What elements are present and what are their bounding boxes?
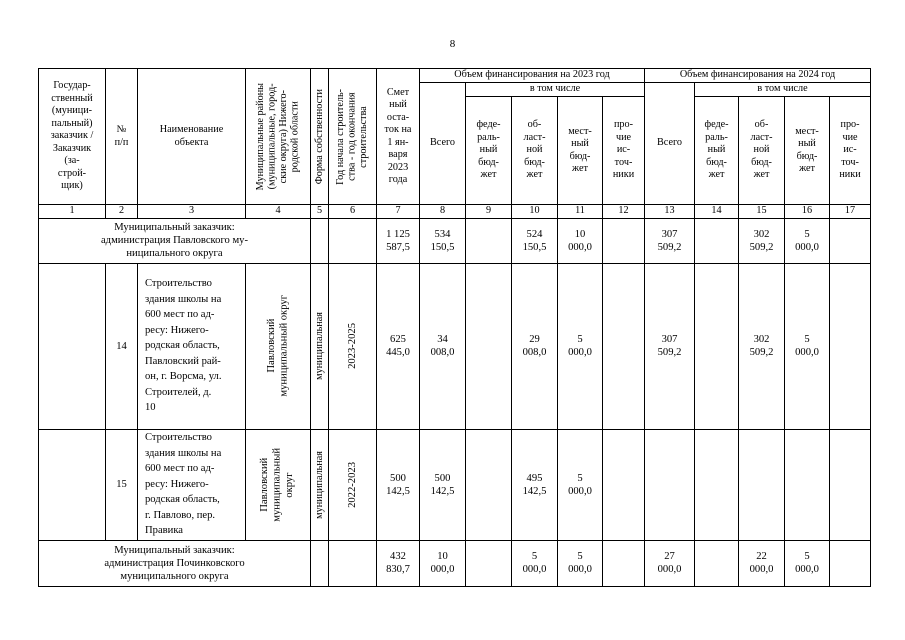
federal-2023 — [466, 263, 512, 429]
col-number: 16 — [785, 205, 830, 219]
header-other-2024: про- чие ис- точ- ники — [830, 97, 871, 205]
other-2023 — [603, 429, 645, 540]
federal-2024 — [695, 540, 739, 586]
header-num: № п/п — [106, 69, 138, 205]
object-ownership: муниципальная — [311, 429, 329, 540]
col-number: 5 — [311, 205, 329, 219]
total-2024: 307 509,2 — [645, 263, 695, 429]
federal-2024 — [695, 429, 739, 540]
header-regional-2023: об- ласт- ной бюд- жет — [512, 97, 558, 205]
other-2024 — [830, 263, 871, 429]
total-2023: 34 008,0 — [420, 263, 466, 429]
other-2024 — [830, 218, 871, 263]
investment-table — [38, 68, 871, 587]
empty-cell — [329, 540, 377, 586]
regional-2023: 524 150,5 — [512, 218, 558, 263]
col-number: 14 — [695, 205, 739, 219]
col-number: 15 — [739, 205, 785, 219]
col-number: 2 — [106, 205, 138, 219]
local-2024: 5 000,0 — [785, 263, 830, 429]
col-number: 6 — [329, 205, 377, 219]
col-number: 10 — [512, 205, 558, 219]
regional-2024: 302 509,2 — [739, 218, 785, 263]
col-number: 12 — [603, 205, 645, 219]
local-2024: 5 000,0 — [785, 218, 830, 263]
empty-cell — [39, 263, 106, 429]
header-years: Год начала строитель- ства - год окончания строительства — [329, 69, 377, 205]
federal-2024 — [695, 218, 739, 263]
object-row-14 — [39, 263, 871, 429]
total-2024: 307 509,2 — [645, 218, 695, 263]
regional-2024: 302 509,2 — [739, 263, 785, 429]
col-number: 4 — [246, 205, 311, 219]
header-local-2024: мест- ный бюд- жет — [785, 97, 830, 205]
empty-cell — [311, 540, 329, 586]
total-2023: 500 142,5 — [420, 429, 466, 540]
header-incl-2024: в том числе — [695, 83, 871, 97]
group-row-pavlovsky — [39, 218, 871, 263]
empty-cell — [329, 218, 377, 263]
local-2024: 5 000,0 — [785, 540, 830, 586]
regional-2024: 22 000,0 — [739, 540, 785, 586]
group-remainder: 432 830,7 — [377, 540, 420, 586]
column-numbers-row — [39, 205, 871, 219]
header-customer: Государ- ственный (муници- пальный) заказчик / Заказчик (за- строй- щик) — [39, 69, 106, 205]
group-remainder: 1 125 587,5 — [377, 218, 420, 263]
header-fin-2023: Объем финансирования на 2023 год — [420, 69, 645, 83]
local-2023: 5 000,0 — [558, 429, 603, 540]
other-2024 — [830, 429, 871, 540]
header-total-2023: Всего — [420, 83, 466, 205]
object-district: Павловский муниципальный округ — [246, 263, 311, 429]
regional-2023: 495 142,5 — [512, 429, 558, 540]
regional-2023: 5 000,0 — [512, 540, 558, 586]
local-2023: 5 000,0 — [558, 540, 603, 586]
total-2023: 534 150,5 — [420, 218, 466, 263]
local-2023: 10 000,0 — [558, 218, 603, 263]
object-name: Строительство здания школы на 600 мест по ад- ресу: Нижего- родская область, Павловский рай- он, г. Ворсма, ул. Строителей, д. 10 — [138, 263, 246, 429]
local-2023: 5 000,0 — [558, 263, 603, 429]
col-number: 11 — [558, 205, 603, 219]
header-object-name: Наименование объекта — [138, 69, 246, 205]
total-2024: 27 000,0 — [645, 540, 695, 586]
object-years: 2023-2025 — [329, 263, 377, 429]
header-row-1 — [39, 69, 871, 83]
total-2024 — [645, 429, 695, 540]
federal-2023 — [466, 429, 512, 540]
col-number: 3 — [138, 205, 246, 219]
local-2024 — [785, 429, 830, 540]
col-number: 17 — [830, 205, 871, 219]
other-2023 — [603, 540, 645, 586]
col-number: 13 — [645, 205, 695, 219]
other-2024 — [830, 540, 871, 586]
col-number: 9 — [466, 205, 512, 219]
object-remainder: 625 445,0 — [377, 263, 420, 429]
total-2023: 10 000,0 — [420, 540, 466, 586]
federal-2024 — [695, 263, 739, 429]
object-ownership: муниципальная — [311, 263, 329, 429]
object-name: Строительство здания школы на 600 мест по ад- ресу: Нижего- родская область, г. Павлово, пер. Правика — [138, 429, 246, 540]
header-ownership: Форма собственности — [311, 69, 329, 205]
header-other-2023: про- чие ис- точ- ники — [603, 97, 645, 205]
other-2023 — [603, 218, 645, 263]
col-number: 1 — [39, 205, 106, 219]
header-regional-2024: об- ласт- ной бюд- жет — [739, 97, 785, 205]
row-number: 15 — [106, 429, 138, 540]
col-number: 8 — [420, 205, 466, 219]
empty-cell — [39, 429, 106, 540]
header-incl-2023: в том числе — [466, 83, 645, 97]
empty-cell — [311, 218, 329, 263]
federal-2023 — [466, 540, 512, 586]
group-customer: Муниципальный заказчик: администрация Павловского му- ниципального округа — [39, 218, 311, 263]
header-total-2024: Всего — [645, 83, 695, 205]
object-row-15 — [39, 429, 871, 540]
group-row-pochinkovsky — [39, 540, 871, 586]
federal-2023 — [466, 218, 512, 263]
header-federal-2024: феде- раль- ный бюд- жет — [695, 97, 739, 205]
col-number: 7 — [377, 205, 420, 219]
object-years: 2022-2023 — [329, 429, 377, 540]
header-fin-2024: Объем финансирования на 2024 год — [645, 69, 871, 83]
header-local-2023: мест- ный бюд- жет — [558, 97, 603, 205]
header-federal-2023: феде- раль- ный бюд- жет — [466, 97, 512, 205]
object-district: Павловский муниципальный округ — [246, 429, 311, 540]
group-customer: Муниципальный заказчик: администрация Починковского муниципального округа — [39, 540, 311, 586]
header-remainder: Смет ный остa- ток на 1 ян- варя 2023 года — [377, 69, 420, 205]
other-2023 — [603, 263, 645, 429]
header-districts: Муниципальные районы (муниципальные, город- ские округа) Нижего- родской области — [246, 69, 311, 205]
regional-2023: 29 008,0 — [512, 263, 558, 429]
row-number: 14 — [106, 263, 138, 429]
object-remainder: 500 142,5 — [377, 429, 420, 540]
regional-2024 — [739, 429, 785, 540]
page-number: 8 — [449, 38, 456, 50]
